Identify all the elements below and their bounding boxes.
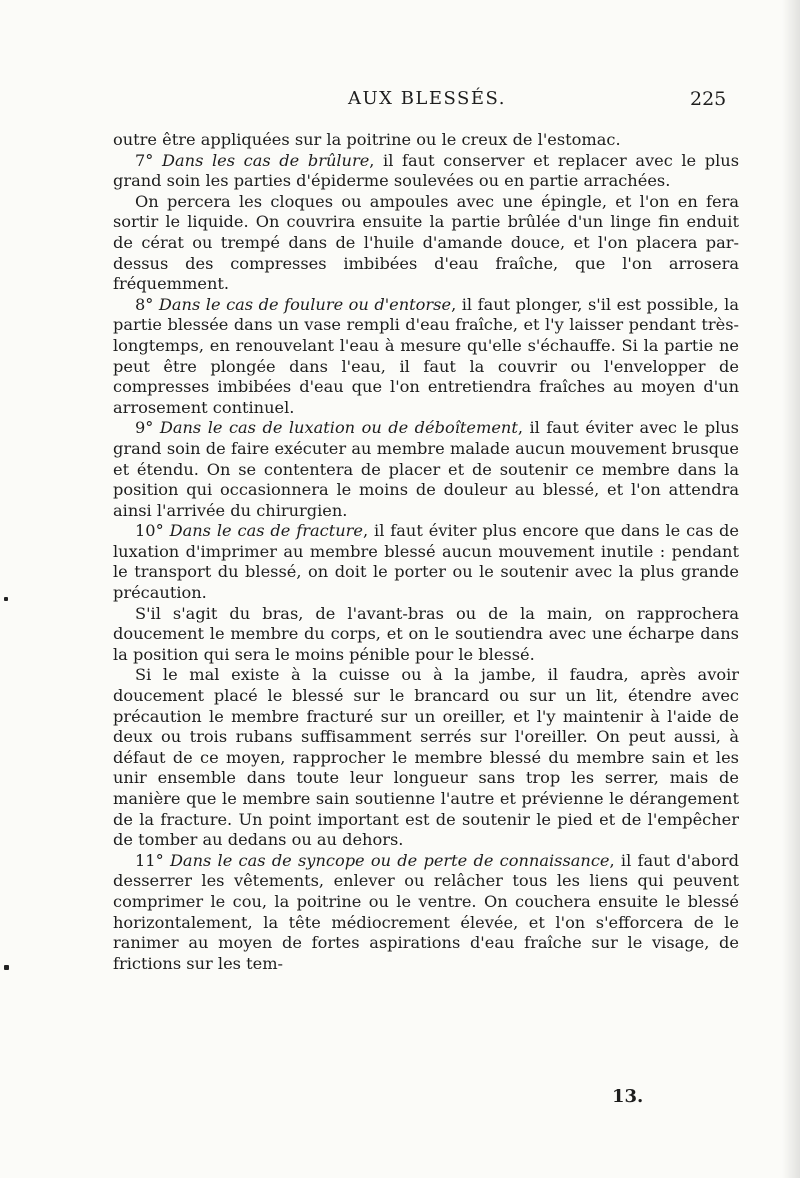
section-heading: Dans le cas de fracture: [169, 521, 363, 541]
paragraph-sprain: 8° Dans le cas de foulure ou d'entorse, il faut plonger, s'il est possible, la partie blessée dans un vase rempli d'eau fraîche, et l'y laisser pendant très-longtemps, en renouvelant l'eau à mesure qu'elle s'échauffe. Si la partie ne peut être plongée dans l'eau, il faut la couvrir ou l'envelopper de compresses imbibées d'eau que l'on entretiendra fraîches au moyen d'un arrosement continuel.: [113, 294, 740, 417]
paragraph-burn: 7° Dans les cas de brûlure, il faut conserver et replacer avec le plus grand soin les parties d'épiderme soulevées ou en partie arrachées.: [113, 150, 740, 191]
paragraph-syncope: 11° Dans le cas de syncope ou de perte de connaissance, il faut d'abord desserrer les vêtements, enlever ou relâcher tous les liens qui peuvent comprimer le cou, la poitrine ou le ventre. On couchera ensuite le blessé horizontalement, la tête médiocrement élevée, et l'on s'efforcera de le ranimer au moyen de fortes aspirations d'eau fraîche sur le visage, de frictions sur les tem-: [113, 850, 739, 973]
paragraph: outre être appliquées sur la poitrine ou le creux de l'estomac.: [113, 130, 621, 149]
page-number: 225: [690, 88, 727, 110]
paragraph-luxation: 9° Dans le cas de luxation ou de déboîtement, il faut éviter avec le plus grand soin de faire exécuter au membre malade aucun mouvement brusque et étendu. On se contentera de placer et de soutenir ce membre dans la position qui occasionnera le moins de douleur au blessé, et l'on attendra ainsi l'arrivée du chirurgien.: [113, 418, 739, 520]
section-heading: Dans le cas de syncope ou de perte de connaissance: [169, 850, 610, 870]
paragraph: Si le mal existe à la cuisse ou à la jambe, il faudra, après avoir doucement placé le blessé sur le brancard ou sur un lit, étendre avec précaution le membre fracturé sur un oreiller, et l'y maintenir à l'aide de deux ou trois rubans suffisamment serrés sur l'oreiller. On peut aussi, à défaut de ce moyen, rapprocher le membre blessé du membre sain et les unir ensemble dans toute leur longueur sans trop les serrer, mais de manière que le membre sain soutienne l'autre et prévienne le dérangement de la fracture. Un point important est de soutenir le pied et de l'empêcher de tomber au dedans ou au dehors.: [113, 665, 739, 850]
page-header: [0, 88, 800, 118]
running-title: AUX BLESSÉS.: [348, 88, 506, 109]
section-heading: Dans les cas de brûlure: [162, 150, 370, 170]
signature-mark: 13.: [612, 1086, 644, 1107]
paragraph: On percera les cloques ou ampoules avec une épingle, et l'on en fera sortir le liquide. On couvrira ensuite la partie brûlée d'un linge fin enduit de cérat ou trempé dans de l'huile d'amande douce, et l'on placera par-dessus des compresses imbibées d'eau fraîche, que l'on arrosera fréquemment.: [113, 191, 739, 294]
section-heading: Dans le cas de luxation ou de déboîtement: [159, 418, 518, 438]
section-heading: Dans le cas de foulure ou d'entorse: [158, 294, 452, 314]
paragraph: S'il s'agit du bras, de l'avant-bras ou de la main, on rapprochera doucement le membre du corps, et on le soutiendra avec une écharpe dans la position qui sera le moins pénible pour le blessé.: [113, 603, 739, 664]
margin-speck: [4, 597, 8, 601]
margin-speck: [4, 965, 9, 970]
paragraph-fracture: 10° Dans le cas de fracture, il faut éviter plus encore que dans le cas de luxation d'imprimer au membre blessé aucun mouvement inutile : pendant le transport du blessé, on doit le porter ou le soutenir avec la plus grande précaution.: [113, 521, 739, 603]
body-text: [113, 130, 739, 974]
page-edge-shadow: [782, 0, 800, 1178]
